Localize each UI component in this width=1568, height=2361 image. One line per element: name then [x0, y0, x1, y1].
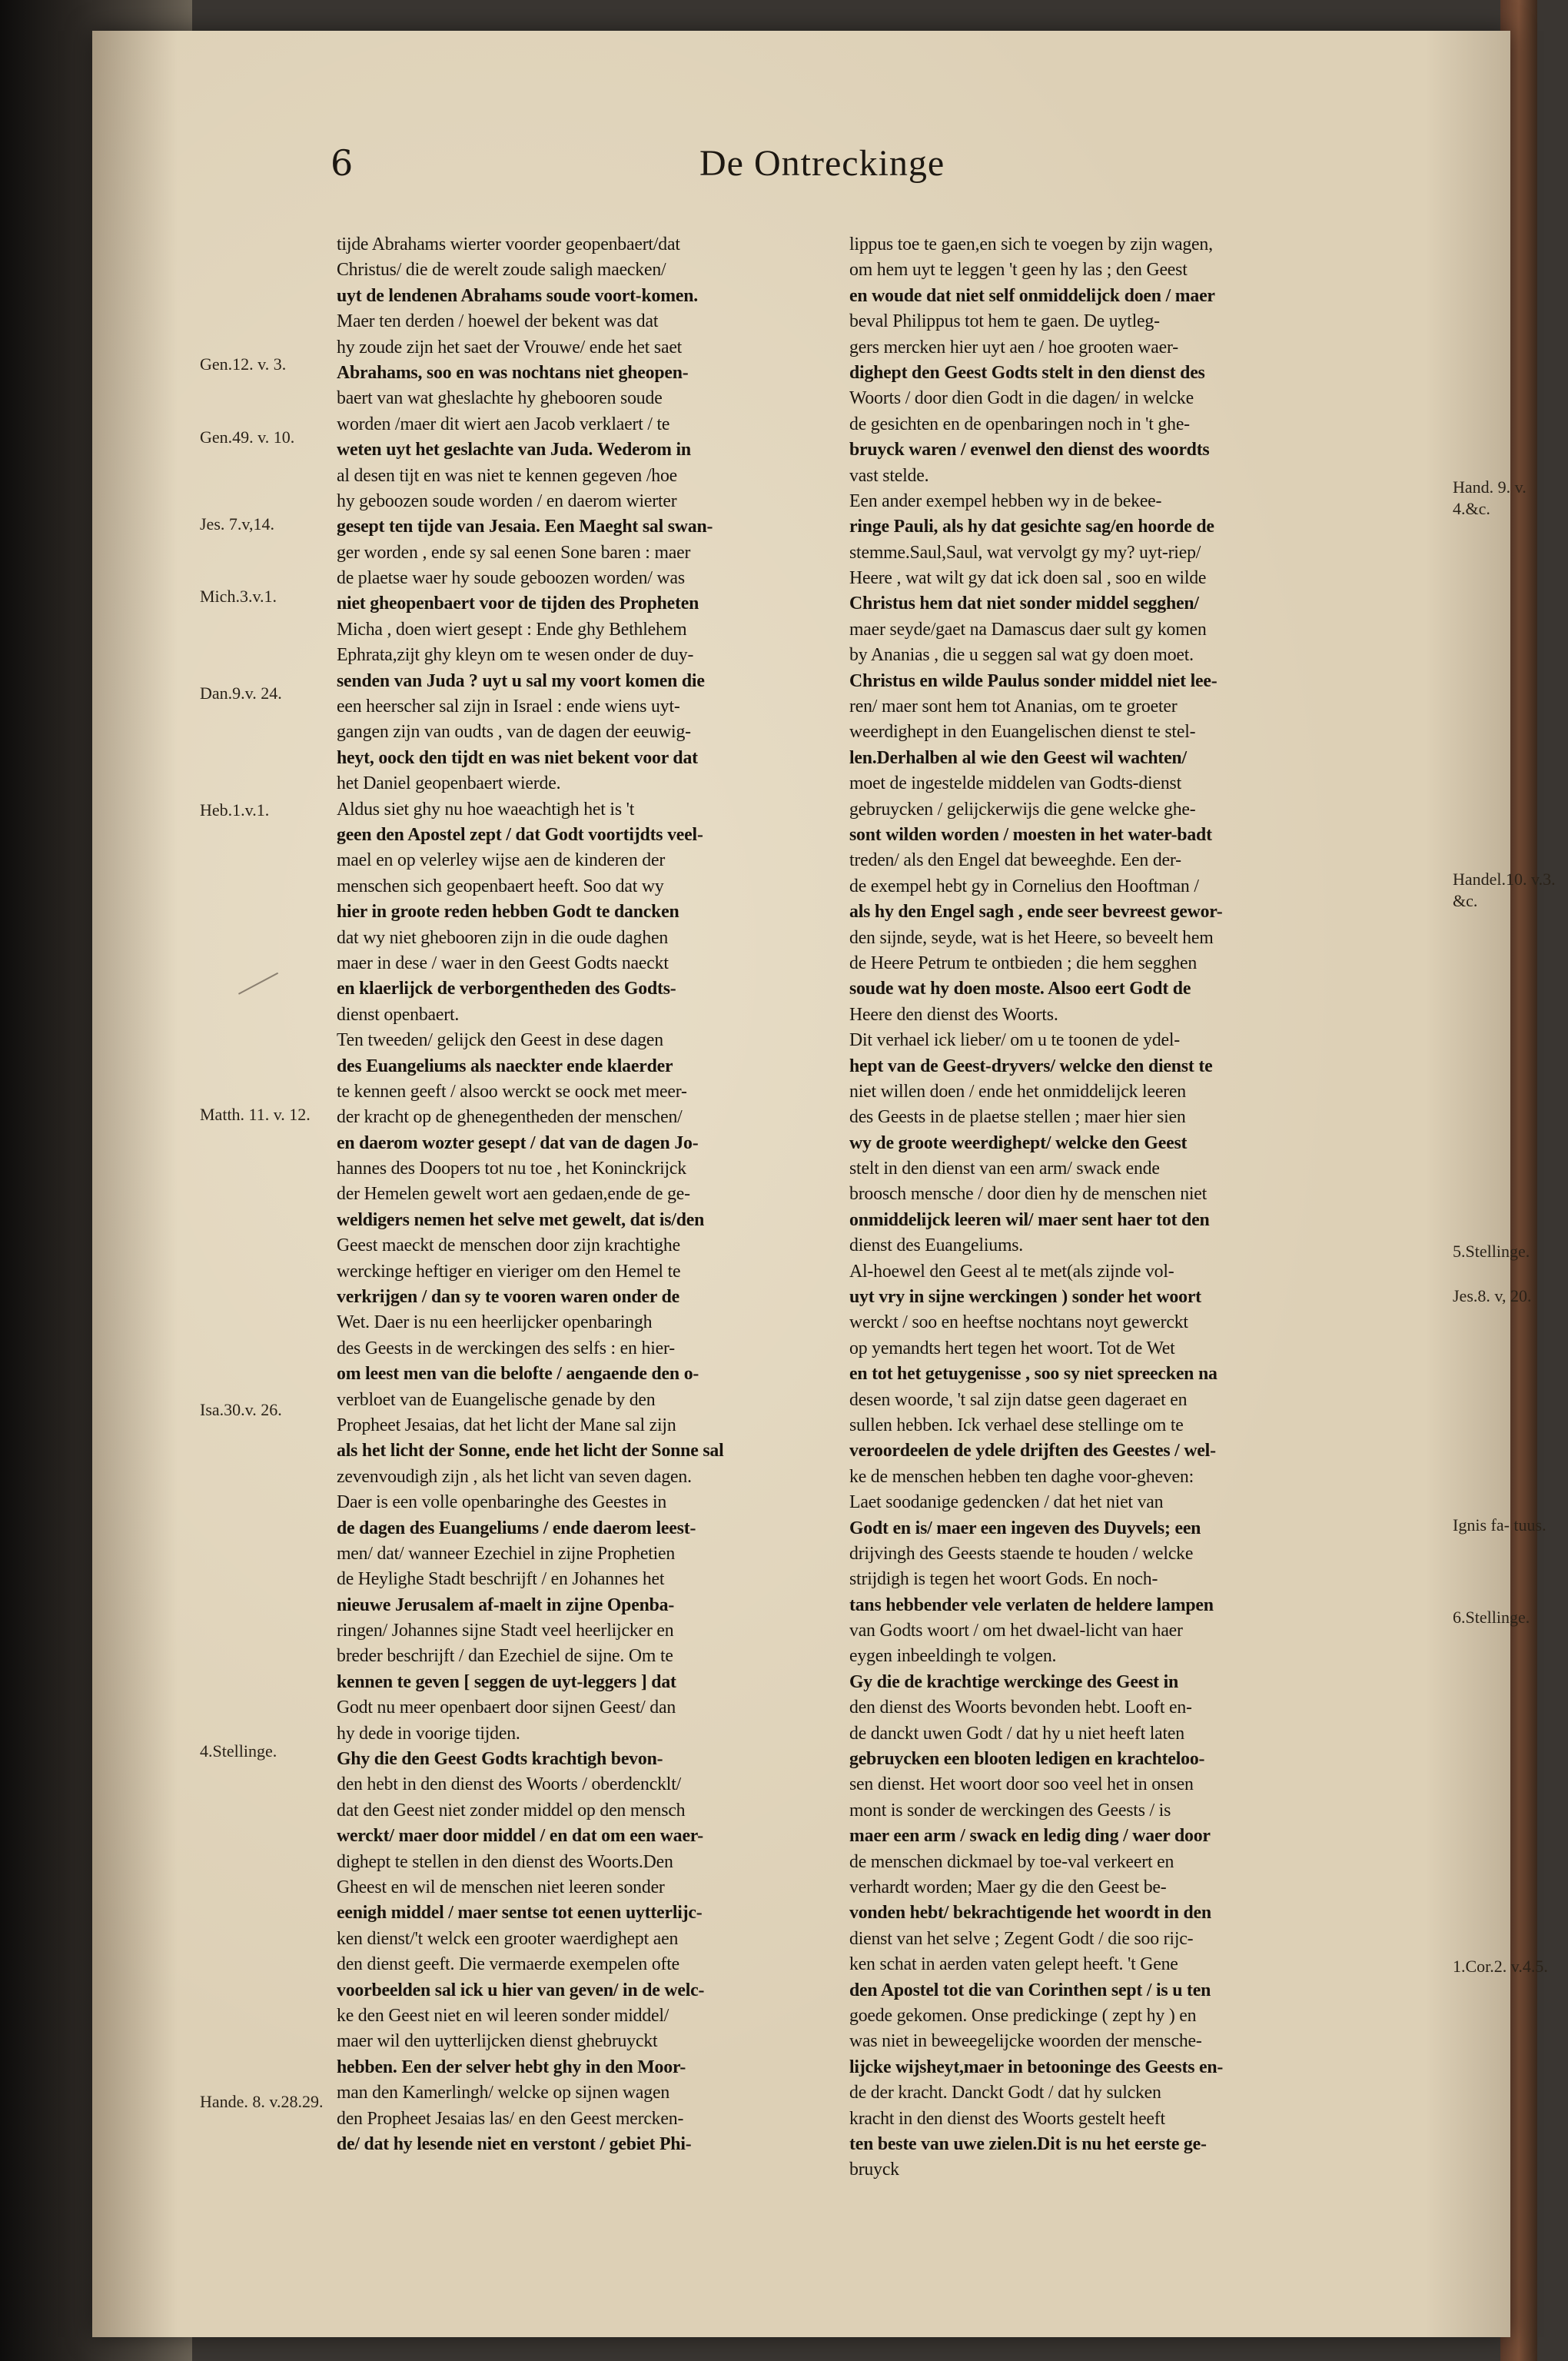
text-line: vast stelde.	[849, 465, 929, 486]
margin-note-isa30: Isa.30.v. 26.	[200, 1400, 282, 1419]
text-line: Daer is een volle openbaringhe des Geestes in	[337, 1492, 667, 1513]
text-line: de/ dat hy lesende niet en verstont / gebiet Phi-	[337, 2133, 692, 2154]
book-page	[92, 31, 1556, 2337]
text-line: men/ dat/ wanneer Ezechiel in zijne Prophetien	[337, 1543, 676, 1564]
text-line: Wet. Daer is nu een heerlijcker openbaringh	[337, 1312, 653, 1333]
text-line: Ghy die den Geest Godts krachtigh bevon-	[337, 1749, 663, 1770]
text-line: en klaerlijck de verborgentheden des Godts-	[337, 979, 676, 999]
text-line: als hy den Engel sagh , ende seer bevreest gewor-	[849, 902, 1223, 923]
text-line: senden van Juda ? uyt u sal my voort komen die	[337, 670, 705, 691]
text-line: den Apostel tot die van Corinthen sept / is u ten	[849, 1980, 1211, 2000]
text-line: ten beste van uwe zielen.Dit is nu het eerste ge-	[849, 2133, 1207, 2154]
text-line: gers mercken hier uyt aen / hoe grooten waer-	[849, 337, 1178, 357]
text-line: ken schat in aerden vaten gelept heeft. 't Gene	[849, 1954, 1178, 1975]
text-line: dat wy niet ghebooren zijn in die oude daghen	[337, 927, 669, 948]
text-line: de dagen des Euangeliums / ende daerom leest-	[337, 1518, 696, 1538]
text-line: ken dienst/'t welck een grooter waerdighept aen	[337, 1928, 679, 1949]
text-line: Al-hoewel den Geest al te met(als zijnde vol-	[849, 1261, 1174, 1282]
text-line: weerdighept in den Euangelischen dienst te stel-	[849, 722, 1196, 743]
text-line: het Daniel geopenbaert wierde.	[337, 773, 561, 794]
right-text-column	[849, 232, 1445, 2293]
text-line: den dienst geeft. Die vermaerde exempelen ofte	[337, 1954, 680, 1975]
text-line: en woude dat niet self onmiddelijck doen / maer	[849, 285, 1215, 306]
text-line: werckt/ maer door middel / en dat om een waer-	[337, 1826, 704, 1847]
text-line: van Godts woort / om het dwael-licht van haer	[849, 1621, 1183, 1641]
text-line: werckinge heftiger en vieriger om den Hemel te	[337, 1261, 681, 1282]
text-line: dighept te stellen in den dienst des Woorts.Den	[337, 1851, 673, 1872]
text-line: hannes des Doopers tot nu toe , het Koninckrijck	[337, 1159, 686, 1179]
pencil-mark	[228, 952, 278, 994]
text-line: Christus/ die de werelt zoude saligh maecken/	[337, 260, 666, 281]
text-line: gebruycken een blooten ledigen en krachteloo-	[849, 1749, 1205, 1770]
text-line: de Heylighe Stadt beschrijft / en Johannes het	[337, 1569, 665, 1590]
text-line: Godt nu meer openbaert door sijnen Geest/ dan	[337, 1698, 676, 1718]
text-line: man den Kamerlingh/ welcke op sijnen wagen	[337, 2083, 670, 2103]
text-line: de plaetse waer hy soude geboozen worden/ was	[337, 568, 685, 589]
running-title: De Ontreckinge	[699, 143, 945, 184]
text-line: de gesichten en de openbaringen noch in 't ghe-	[849, 414, 1190, 434]
text-line: hept van de Geest-dryvers/ welcke den dienst te	[849, 1056, 1213, 1076]
text-line: eenigh middel / maer sentse tot eenen uytterlijc-	[337, 1903, 703, 1924]
text-line: op yemandts hert tegen het woort. Tot de Wet	[849, 1338, 1175, 1358]
text-line: desen woorde, 't sal zijn datse geen dageraet en	[849, 1389, 1188, 1410]
margin-note-gen12: Gen.12. v. 3.	[200, 354, 287, 374]
text-line: hebben. Een der selver hebt ghy in den Moor-	[337, 2057, 686, 2077]
text-line: stelt in den dienst van een arm/ swack ende	[849, 1159, 1160, 1179]
text-line: breder beschrijft / dan Ezechiel de sijne. Om te	[337, 1646, 673, 1667]
text-line: als het licht der Sonne, ende het licht der Sonne sal	[337, 1441, 724, 1461]
text-line: maer seyde/gaet na Damascus daer sult gy komen	[849, 619, 1207, 640]
text-line: treden/ als den Engel dat beweeghde. Een der-	[849, 850, 1181, 871]
text-line: maer in dese / waer in den Geest Godts naeckt	[337, 953, 669, 973]
text-line: maer een arm / swack en ledig ding / waer door	[849, 1826, 1211, 1847]
text-line: de danckt uwen Godt / dat hy u niet heeft laten	[849, 1723, 1184, 1744]
text-line: dienst des Euangeliums.	[849, 1235, 1024, 1256]
text-line: hy dede in voorige tijden.	[337, 1723, 520, 1744]
margin-note-jes8: Jes.8. v, 20.	[1453, 1286, 1532, 1305]
text-line: der Hemelen gewelt wort aen gedaen,ende de ge-	[337, 1184, 690, 1205]
text-line: Christus hem dat niet sonder middel segghen/	[849, 594, 1199, 614]
text-line: Gy die de krachtige werckinge des Geest in	[849, 1671, 1179, 1692]
text-line: menschen sich geopenbaert heeft. Soo dat wy	[337, 876, 664, 896]
text-line: kennen te geven [ seggen de uyt-leggers ] dat	[337, 1671, 676, 1692]
text-line: de der kracht. Danckt Godt / dat hy sulcken	[849, 2083, 1161, 2103]
text-line: eygen inbeeldingh te volgen.	[849, 1646, 1057, 1667]
page-number: 6	[331, 142, 354, 184]
text-line: om leest men van die belofte / aengaende den o-	[337, 1364, 699, 1385]
margin-note-ignis: Ignis fa- tuus.	[1453, 1515, 1546, 1535]
text-line: lijcke wijsheyt,maer in betooninge des Geests en-	[849, 2057, 1224, 2077]
margin-note-hand9: Hand. 9. v. 4.&c.	[1453, 477, 1526, 518]
text-line: weldigers nemen het selve met gewelt, dat is/den	[337, 1209, 705, 1230]
text-line: Micha , doen wiert gesept : Ende ghy Bethlehem	[337, 619, 687, 640]
text-line: stemme.Saul,Saul, wat vervolgt gy my? uyt-riep/	[849, 542, 1201, 563]
text-line: Een ander exempel hebben wy in de bekee-	[849, 490, 1162, 511]
text-line: de Heere Petrum te ontbieden ; die hem segghen	[849, 953, 1198, 973]
margin-note-stellinge6: 6.Stellinge.	[1453, 1608, 1530, 1627]
text-line: zevenvoudigh zijn , als het licht van seven dagen.	[337, 1466, 692, 1487]
text-line: des Geests in de plaetse stellen ; maer hier sien	[849, 1107, 1186, 1128]
text-line: soude wat hy doen moste. Alsoo eert Godt de	[849, 979, 1191, 999]
margin-note-gen49: Gen.49. v. 10.	[200, 427, 295, 447]
text-line: den Propheet Jesaias las/ en den Geest mercken-	[337, 2108, 684, 2129]
text-line: den hebt in den dienst des Woorts / oberdencklt/	[337, 1774, 682, 1795]
text-line: wy de groote weerdighept/ welcke den Geest	[849, 1132, 1188, 1153]
text-line: tijde Abrahams wierter voorder geopenbaert/dat	[337, 234, 680, 254]
text-line: Ephrata,zijt ghy kleyn om te wesen onder de duy-	[337, 645, 694, 666]
margin-note-jes7: Jes. 7.v,14.	[200, 514, 274, 534]
text-line: werckt / soo en heeftse nochtans noyt gewerckt	[849, 1312, 1188, 1333]
text-line: een heerscher sal zijn in Israel : ende wiens uyt-	[337, 697, 680, 717]
text-line: dighept den Geest Godts stelt in den dienst des	[849, 362, 1205, 383]
text-line: uyt vry in sijne werckingen ) sonder het woort	[849, 1287, 1201, 1308]
text-line: ringen/ Johannes sijne Stadt veel heerlijcker en	[337, 1621, 674, 1641]
margin-note-handel10: Handel.10. v.3. &c.	[1453, 870, 1556, 910]
text-line: gesept ten tijde van Jesaia. Een Maeght sal swan-	[337, 517, 713, 537]
text-line: kracht in den dienst des Woorts gestelt heeft	[849, 2108, 1165, 2129]
text-line: niet gheopenbaert voor de tijden des Propheten	[337, 594, 699, 614]
left-text-column	[337, 232, 919, 2293]
text-line: ringe Pauli, als hy dat gesichte sag/en hoorde de	[849, 517, 1214, 537]
margin-note-stellinge4: 4.Stellinge.	[200, 1741, 277, 1761]
text-line: Dit verhael ick lieber/ om u te toonen de ydel-	[849, 1030, 1181, 1051]
text-line: Heere , wat wilt gy dat ick doen sal , soo en wilde	[849, 568, 1207, 589]
text-line: sont wilden worden / moesten in het water-badt	[849, 824, 1212, 845]
text-line: Laet soodanige gedencken / dat het niet van	[849, 1492, 1164, 1513]
text-line: Heere den dienst des Woorts.	[849, 1004, 1058, 1025]
text-line: beval Philippus tot hem te gaen. De uytleg-	[849, 311, 1160, 332]
text-line: uyt de lendenen Abrahams soude voort-komen.	[337, 285, 699, 306]
text-line: Abrahams, soo en was nochtans niet gheopen-	[337, 362, 689, 383]
text-line: den sijnde, seyde, wat is het Heere, so beveelt hem	[849, 927, 1214, 948]
text-line: hy geboozen soude worden / en daerom wierter	[337, 490, 677, 511]
text-line: vonden hebt/ bekrachtigende het woordt in den	[849, 1903, 1211, 1924]
text-line: heyt, oock den tijdt en was niet bekent voor dat	[337, 747, 698, 768]
text-line: maer wil den uytterlijcken dienst ghebruyckt	[337, 2031, 658, 2052]
text-line: Aldus siet ghy nu hoe waeachtigh het is 't	[337, 799, 635, 820]
text-line: Propheet Jesaias, dat het licht der Mane sal zijn	[337, 1415, 676, 1435]
text-line: strijdigh is tegen het woort Gods. En noch-	[849, 1569, 1158, 1590]
text-line: den dienst des Woorts bevonden hebt. Looft en-	[849, 1698, 1192, 1718]
text-line: dienst openbaert.	[337, 1004, 460, 1025]
text-line: verhardt worden; Maer gy die den Geest be-	[849, 1877, 1167, 1897]
margin-note-dan9: Dan.9.v. 24.	[200, 683, 282, 703]
text-line: tans hebbender vele verlaten de heldere lampen	[849, 1595, 1214, 1615]
text-line: baert van wat gheslachte hy ghebooren soude	[337, 388, 663, 409]
text-line: hy zoude zijn het saet der Vrouwe/ ende het saet	[337, 337, 683, 357]
text-line: en daerom wozter gesept / dat van de dagen Jo-	[337, 1132, 699, 1153]
text-line: bruyck waren / evenwel den dienst des woordts	[849, 440, 1210, 461]
text-line: Maer ten derden / hoewel der bekent was dat	[337, 311, 659, 332]
text-line: Christus en wilde Paulus sonder middel niet lee-	[849, 670, 1218, 691]
text-line: Geest maeckt de menschen door zijn krachtighe	[337, 1235, 680, 1256]
text-line: Gheest en wil de menschen niet leeren sonder	[337, 1877, 665, 1897]
margin-note-mich3: Mich.3.v.1.	[200, 587, 277, 606]
text-line: sen dienst. Het woort door soo veel het in onsen	[849, 1774, 1194, 1795]
text-line: len.Derhalben al wie den Geest wil wachten/	[849, 747, 1187, 768]
text-line: goede gekomen. Onse predickinge ( zept hy ) en	[849, 2005, 1197, 2026]
text-line: de exempel hebt gy in Cornelius den Hooftman /	[849, 876, 1199, 896]
text-line: niet willen doen / ende het onmiddelijck leeren	[849, 1081, 1186, 1102]
text-line: onmiddelijck leeren wil/ maer sent haer tot den	[849, 1209, 1210, 1230]
text-line: bruyck	[849, 2160, 899, 2180]
text-line: ke den Geest niet en wil leeren sonder middel/	[337, 2005, 669, 2026]
text-line: mont is sonder de werckingen des Geests / is	[849, 1800, 1171, 1821]
text-line: al desen tijt en was niet te kennen gegeven /hoe	[337, 465, 678, 486]
text-line: de menschen dickmael by toe-val verkeert en	[849, 1851, 1174, 1872]
text-line: dienst van het selve ; Zegent Godt / die soo rijc-	[849, 1928, 1194, 1949]
text-line: drijvingh des Geests staende te houden / welcke	[849, 1543, 1194, 1564]
margin-note-hande8: Hande. 8. v.28.29.	[200, 2092, 324, 2111]
text-line: Woorts / door dien Godt in die dagen/ in welcke	[849, 388, 1194, 409]
margin-note-heb1: Heb.1.v.1.	[200, 800, 270, 820]
text-line: des Euangeliums als naeckter ende klaerder	[337, 1056, 673, 1076]
text-line: weten uyt het geslachte van Juda. Wederom in	[337, 440, 691, 461]
text-line: en tot het getuygenisse , soo sy niet spreecken na	[849, 1364, 1218, 1385]
text-line: hier in groote reden hebben Godt te dancken	[337, 902, 679, 923]
text-line: moet de ingestelde middelen van Godts-dienst	[849, 773, 1182, 794]
text-line: gangen zijn van oudts , van de dagen der eeuwig-	[337, 722, 691, 743]
text-line: verbloet van de Euangelische genade by den	[337, 1389, 656, 1410]
text-line: Ten tweeden/ gelijck den Geest in dese dagen	[337, 1030, 663, 1051]
text-line: broosch mensche / door dien hy de menschen niet	[849, 1184, 1208, 1205]
text-line: was niet in beweegelijcke woorden der mensche-	[849, 2031, 1202, 2052]
text-line: verkrijgen / dan sy te vooren waren onder de	[337, 1287, 679, 1308]
text-line: dat den Geest niet zonder middel op den mensch	[337, 1800, 686, 1821]
text-line: ger worden , ende sy sal eenen Sone baren : maer	[337, 542, 691, 563]
text-line: worden /maer dit wiert aen Jacob verklaert / te	[337, 414, 670, 434]
text-line: om hem uyt te leggen 't geen hy las ; den Geest	[849, 260, 1188, 281]
text-line: Godt en is/ maer een ingeven des Duyvels; een	[849, 1518, 1201, 1538]
text-line: des Geests in de werckingen des selfs : en hier-	[337, 1338, 675, 1358]
text-line: te kennen geeft / alsoo werckt se oock met meer-	[337, 1081, 687, 1102]
text-line: voorbeelden sal ick u hier van geven/ in de welc-	[337, 1980, 705, 2000]
text-line: geen den Apostel zept / dat Godt voortijdts veel-	[337, 824, 703, 845]
text-line: mael en op velerley wijse aen de kinderen der	[337, 850, 666, 871]
text-line: nieuwe Jerusalem af-maelt in zijne Openba-	[337, 1595, 675, 1615]
text-line: lippus toe te gaen,en sich te voegen by zijn wagen,	[849, 234, 1213, 254]
margin-note-cor2: 1.Cor.2. v.4.5.	[1453, 1957, 1548, 1976]
text-line: gebruycken / gelijckerwijs die gene welcke ghe-	[849, 799, 1196, 820]
text-line: der kracht op de ghenegentheden der menschen/	[337, 1107, 683, 1128]
margin-note-stellinge5: 5.Stellinge.	[1453, 1242, 1530, 1261]
margin-note-matth11: Matth. 11. v. 12.	[200, 1105, 311, 1124]
text-line: veroordeelen de ydele drijften des Geestes / wel-	[849, 1441, 1216, 1461]
text-line: by Ananias , die u seggen sal wat gy doen moet.	[849, 645, 1194, 666]
text-line: sullen hebben. Ick verhael dese stellinge om te	[849, 1415, 1184, 1435]
text-line: ke de menschen hebben ten daghe voor-gheven:	[849, 1466, 1194, 1487]
running-head	[92, 142, 1510, 196]
text-line: ren/ maer sont hem tot Ananias, om te groeter	[849, 697, 1178, 717]
